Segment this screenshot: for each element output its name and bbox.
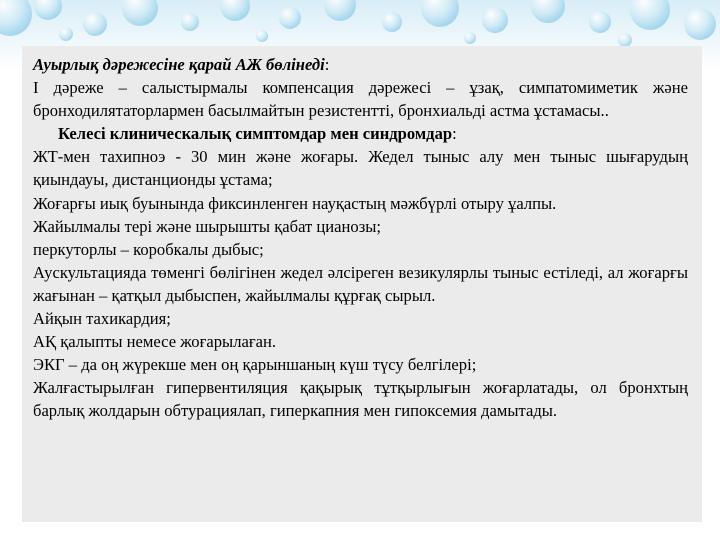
symptom-item: Аускультацияда төменгі бөлігінен жедел әлсіреген везикулярлы тыныс естіледі, ал жоғарғы жағынан – қатқыл дыбыспен, жайылмалы құрғақ сырыл. (33, 262, 688, 305)
symptoms-subheading (33, 122, 688, 145)
section-heading-colon: : (324, 55, 330, 74)
section-heading (33, 53, 688, 76)
symptom-item: АҚ қалыпты немесе жоғарылаған. (33, 332, 277, 352)
symptom-item: ЭКГ – да оң жүрекше мен оң қарыншаның күш түсу белгілері; (33, 355, 477, 375)
symptom-item: Жайылмалы тері және шырышты қабат цианозы; (33, 216, 382, 236)
section-heading-text: Ауырлық дәрежесіне қарай АЖ бөлінеді (33, 55, 325, 74)
severity-paragraph: I дәреже – салыстырмалы компенсация дәрежесі – ұзақ, симпатомиметик және бронходилятаторлармен басылмайтын резистентті, бронхиальді астма ұстамасы.. (33, 78, 688, 121)
symptoms-subheading-colon: : (452, 124, 457, 144)
symptom-item: Жалғастырылған гипервентиляция қақырық тұтқырлығын жоғарлатады, ол бронхтың барлық жолдарын обтурациялап, гиперкапния мен гипоксемия дамытады. (33, 378, 688, 421)
symptoms-subheading-text: Келесі клиническалық симптомдар мен синдромдар (58, 124, 453, 144)
document-body (33, 53, 688, 423)
symptom-item: перкуторлы – коробкалы дыбыс; (33, 239, 264, 259)
symptom-item: ЖТ-мен тахипноэ - 30 мин және жоғары. Жедел тыныс алу мен тыныс шығарудың қиындауы, дистанционды ұстама; (33, 147, 688, 190)
symptom-item: Айқын тахикардия; (33, 309, 171, 329)
symptom-item: Жоғарғы иық буынында фиксинленген науқастың мәжбүрлі отыру ұалпы. (33, 193, 557, 213)
